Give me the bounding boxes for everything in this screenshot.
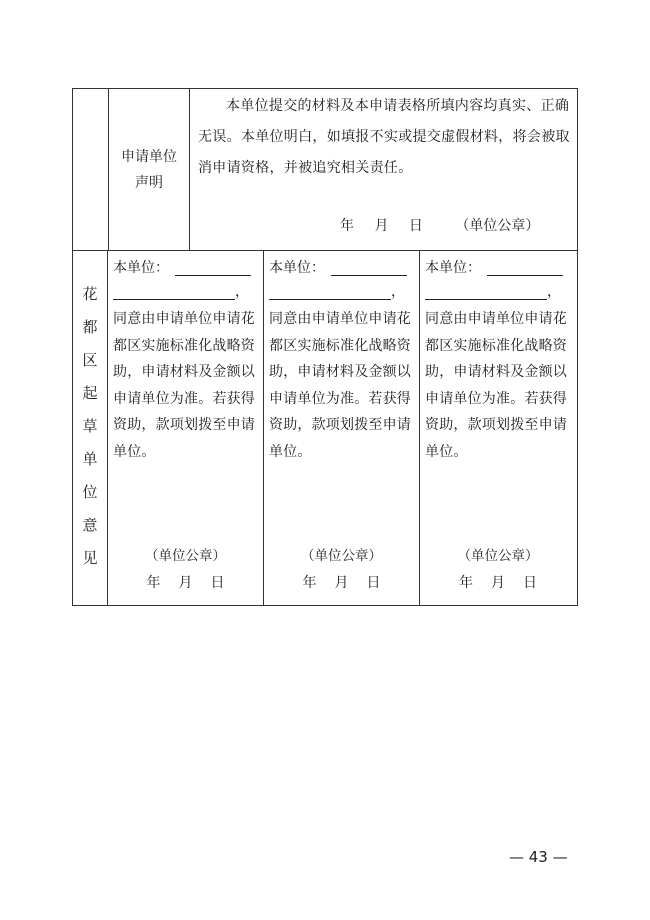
declaration-content — [190, 89, 577, 250]
declaration-label-line2: 声明 — [135, 174, 163, 191]
unit-line-2 — [269, 280, 419, 304]
opinion-date — [264, 572, 419, 592]
comma: ， — [235, 284, 249, 300]
declaration-seal: （单位公章） — [455, 218, 540, 234]
opinion-body: 同意由申请单位申请花都区实施标准化战略资助，申请材料及金额以申请单位为准。若获得资助，款项划拨至申请单位。 — [113, 311, 255, 460]
unit-name-blank-2[interactable] — [113, 285, 235, 300]
unit-label: 本单位： — [425, 260, 481, 276]
unit-line-2 — [425, 280, 576, 304]
unit-name-blank[interactable] — [487, 261, 563, 276]
opinion-label-char: 见 — [82, 549, 98, 567]
application-form-table — [72, 88, 578, 606]
opinion-label-char: 意 — [82, 516, 98, 534]
opinion-label-char: 单 — [82, 450, 98, 468]
opinion-seal: （单位公章） — [457, 548, 539, 564]
opinion-seal: （单位公章） — [145, 548, 226, 564]
blank-cell — [73, 89, 109, 250]
opinion-label — [73, 250, 108, 605]
unit-name-blank[interactable] — [331, 261, 407, 276]
date-year: 年 — [302, 575, 317, 591]
declaration-label-line1: 申请单位 — [121, 148, 177, 165]
date-month: 月 — [334, 575, 349, 591]
date-day: 日 — [408, 218, 423, 234]
opinion-label-char: 都 — [82, 318, 98, 336]
opinion-label-char: 位 — [82, 483, 98, 501]
unit-label: 本单位： — [269, 260, 325, 276]
date-month: 月 — [491, 575, 505, 591]
unit-name-blank-2[interactable] — [425, 285, 547, 300]
opinion-body: 同意由申请单位申请花都区实施标准化战略资助，申请材料及金额以申请单位为准。若获得资助，款项划拨至申请单位。 — [269, 311, 411, 460]
declaration-text: 本单位提交的材料及本申请表格所填内容均真实、正确无误。本单位明白，如填报不实或提交虚假材料，将会被取消申请资格，并被追究相关责任。 — [198, 98, 570, 176]
unit-name-blank[interactable] — [175, 261, 251, 276]
opinion-date — [108, 572, 263, 592]
opinion-body: 同意由申请单位申请花都区实施标准化战略资助，申请材料及金额以申请单位为准。若获得资助，款项划拨至申请单位。 — [425, 311, 567, 460]
date-year: 年 — [340, 218, 354, 234]
date-day: 日 — [210, 575, 225, 591]
opinion-label-char: 花 — [82, 285, 98, 303]
comma: ， — [391, 284, 405, 300]
opinion-row — [73, 250, 577, 605]
unit-name-blank-2[interactable] — [269, 285, 391, 300]
date-day: 日 — [366, 575, 381, 591]
date-year: 年 — [459, 575, 473, 591]
date-day: 日 — [523, 575, 537, 591]
declaration-label — [109, 89, 190, 250]
date-month: 月 — [178, 575, 193, 591]
opinion-column-1 — [108, 250, 264, 605]
opinion-seal: （单位公章） — [301, 548, 382, 564]
unit-line — [269, 256, 419, 280]
opinion-label-char: 起 — [82, 384, 98, 402]
unit-line-2 — [113, 280, 263, 304]
opinion-column-3 — [420, 250, 576, 605]
unit-line — [425, 256, 576, 280]
comma: ， — [547, 284, 561, 300]
opinion-label-char: 草 — [82, 417, 98, 435]
unit-label: 本单位： — [113, 260, 169, 276]
page-number: — 43 — — [509, 848, 568, 866]
opinion-label-char: 区 — [82, 351, 98, 369]
declaration-row — [73, 89, 577, 251]
date-year: 年 — [146, 575, 161, 591]
unit-line — [113, 256, 263, 280]
declaration-sign-line — [340, 215, 555, 235]
date-month: 月 — [374, 218, 389, 234]
opinion-column-2 — [264, 250, 420, 605]
opinion-date — [420, 572, 576, 592]
